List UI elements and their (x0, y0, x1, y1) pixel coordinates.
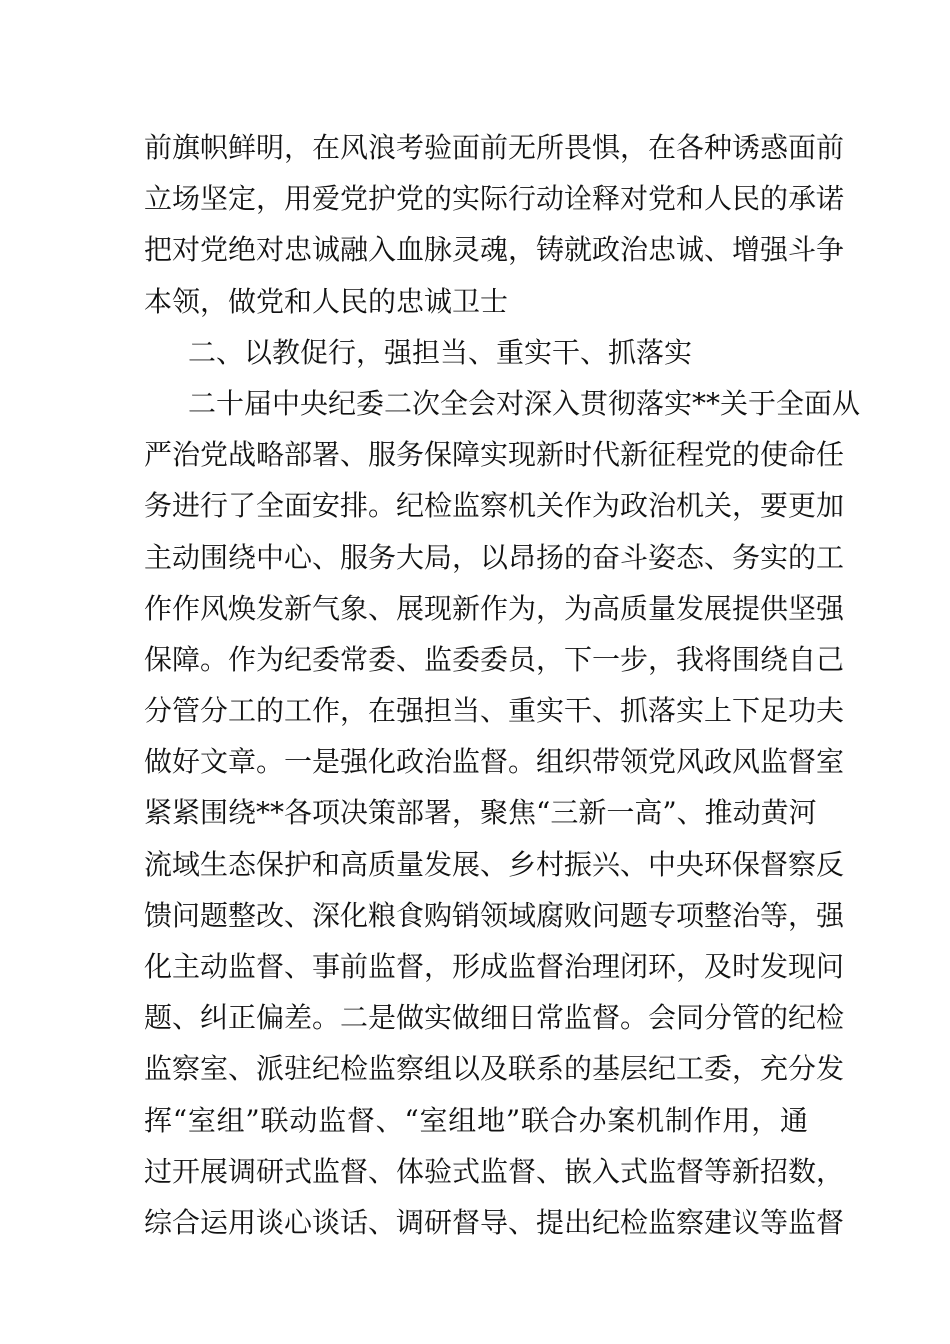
text-line: 严治党战略部署、服务保障实现新时代新征程党的使命任 (144, 438, 845, 472)
text-line: 立场坚定，用爱党护党的实际行动诠释对党和人民的承诺 (144, 182, 845, 216)
text-line: 务进行了全面安排。纪检监察机关作为政治机关，要更加 (144, 489, 845, 523)
text-line: 挥“室组”联动监督、“室组地”联合办案机制作用，通 (144, 1103, 808, 1137)
text-line: 监察室、派驻纪检监察组以及联系的基层纪工委，充分发 (144, 1052, 845, 1086)
text-line: 题、纠正偏差。二是做实做细日常监督。会同分管的纪检 (144, 1001, 845, 1035)
text-line: 保障。作为纪委常委、监委委员，下一步，我将围绕自己 (144, 642, 845, 676)
text-line: 化主动监督、事前监督，形成监督治理闭环，及时发现问 (144, 950, 845, 983)
text-line: 把对党绝对忠诚融入血脉灵魂，铸就政治忠诚、增强斗争 (144, 233, 845, 267)
text-line: 做好文章。一是强化政治监督。组织带领党风政风监督室 (144, 745, 845, 779)
text-line: 分管分工的工作，在强担当、重实干、抓落实上下足功夫 (144, 694, 845, 728)
document-body (144, 122, 861, 1248)
text-line: 流域生态保护和高质量发展、乡村振兴、中央环保督察反 (144, 847, 845, 881)
text-line: 作作风焕发新气象、展现新作为，为高质量发展提供坚强 (144, 591, 845, 625)
text-line: 馈问题整改、深化粮食购销领域腐败问题专项整治等，强 (144, 898, 845, 932)
text-line: 紧紧围绕**各项决策部署，聚焦“三新一高”、推动黄河 (144, 796, 817, 830)
text-line: 过开展调研式监督、体验式监督、嵌入式监督等新招数， (144, 1154, 845, 1188)
text-line: 综合运用谈心谈话、调研督导、提出纪检监察建议等监督 (144, 1205, 845, 1239)
text-line: 本领，做党和人民的忠诚卫士 (144, 284, 509, 318)
text-line: 二十届中央纪委二次全会对深入贯彻落实**关于全面从 (188, 386, 861, 420)
section-heading: 二、以教促行，强担当、重实干、抓落实 (188, 335, 693, 369)
text-line: 主动围绕中心、服务大局，以昂扬的奋斗姿态、务实的工 (144, 540, 845, 574)
text-line: 前旗帜鲜明，在风浪考验面前无所畏惧，在各种诱惑面前 (144, 131, 845, 164)
